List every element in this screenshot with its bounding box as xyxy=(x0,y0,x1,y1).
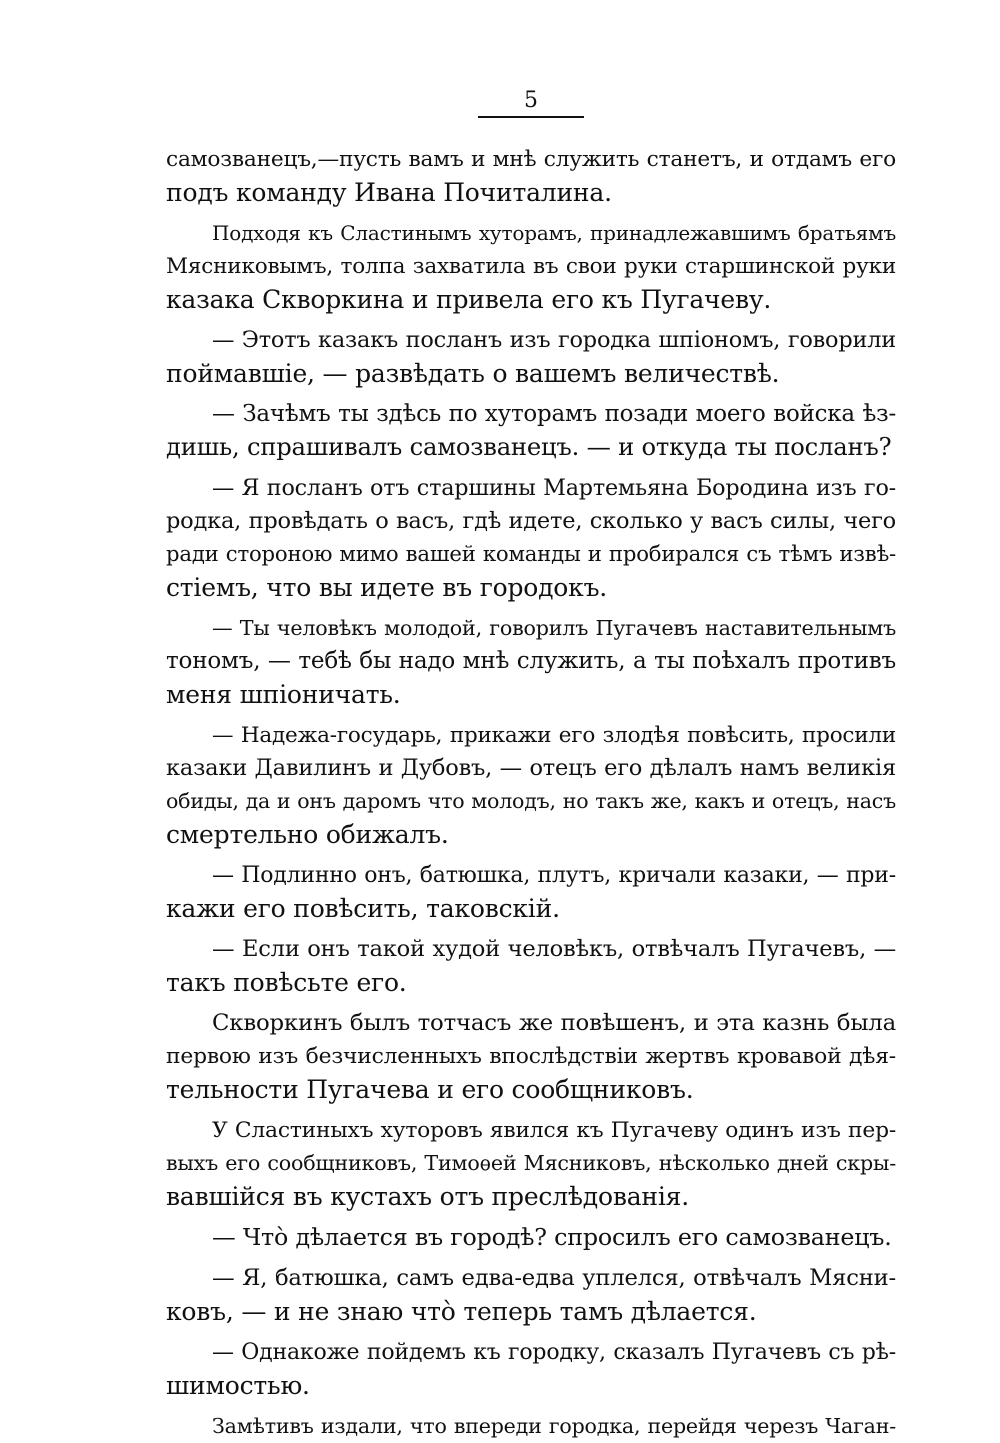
text-line: шимостью. xyxy=(166,1371,310,1400)
paragraph xyxy=(166,1336,896,1402)
paragraph-gap xyxy=(166,711,896,719)
text-line: — Я посланъ отъ старшины Мартемьяна Бородина изъ го- xyxy=(212,475,896,501)
text-line: обиды, да и онъ даромъ что молодъ, но такъ же, какъ и отецъ, насъ xyxy=(166,789,896,813)
text-line: выхъ его сообщниковъ, Тимоѳей Мясниковъ, нѣсколько дней скры- xyxy=(166,1151,896,1175)
paragraph-gap xyxy=(166,604,896,612)
text-line: первою изъ безчисленныхъ впослѣдствіи жертвъ кровавой дѣя- xyxy=(166,1044,896,1069)
paragraph-gap xyxy=(166,464,896,472)
text-line: стіемъ, что вы идете въ городокъ. xyxy=(166,573,608,602)
text-line: тономъ, — тебѣ бы надо мнѣ служить, а ты поѣхалъ противъ xyxy=(166,648,896,674)
paragraph-gap xyxy=(166,999,896,1007)
text-line: ради стороною мимо вашей команды и пробирался съ тѣмъ извѣ- xyxy=(166,542,896,567)
paragraph-gap xyxy=(166,1254,896,1262)
paragraph xyxy=(166,324,896,390)
paragraph-gap xyxy=(166,1106,896,1114)
paragraph-gap xyxy=(166,209,896,217)
paragraph xyxy=(166,933,896,999)
page-number: 5 xyxy=(478,88,584,118)
text-line: Скворкинъ былъ тотчасъ же повѣшенъ, и эта казнь была xyxy=(212,1010,896,1036)
paragraph xyxy=(166,1007,896,1106)
paragraph-gap xyxy=(166,1213,896,1221)
paragraph xyxy=(166,1410,896,1443)
paragraph xyxy=(166,612,896,711)
paragraph xyxy=(166,1221,896,1254)
text-line: ковъ, — и не знаю что̀ теперь тамъ дѣлается. xyxy=(166,1297,757,1326)
text-line: подъ команду Ивана Почиталина. xyxy=(166,178,612,207)
paragraph-gap xyxy=(166,1328,896,1336)
paragraph-gap xyxy=(166,1402,896,1410)
text-line: родка, провѣдать о васъ, гдѣ идете, сколько у васъ силы, чего xyxy=(166,508,896,534)
text-line: вавшійся въ кустахъ отъ преслѣдованія. xyxy=(166,1182,689,1211)
paragraph xyxy=(166,143,896,209)
text-line: — Однакоже пойдемъ къ городку, сказалъ Пугачевъ съ рѣ- xyxy=(212,1340,896,1365)
text-line: — Подлинно онъ, батюшка, плутъ, кричали казаки, — при- xyxy=(212,863,896,888)
paragraph xyxy=(166,1262,896,1328)
paragraph xyxy=(166,398,896,464)
text-line: — Надежа-государь, прикажи его злодѣя повѣсить, просили xyxy=(212,723,896,748)
paragraph xyxy=(166,472,896,604)
text-line: Подходя къ Сластинымъ хуторамъ, принадлежавшимъ братьямъ xyxy=(212,221,896,245)
text-line: кажи его повѣсить, таковскій. xyxy=(166,894,560,923)
text-line: — Если онъ такой худой человѣкъ, отвѣчалъ Пугачевъ, — xyxy=(212,936,896,962)
text-line: казаки Давилинъ и Дубовъ, — отецъ его дѣлалъ намъ великія xyxy=(166,755,896,781)
text-line: — Этотъ казакъ посланъ изъ городка шпіономъ, говорили xyxy=(212,327,896,353)
text-line: смертельно обижалъ. xyxy=(166,820,449,849)
paragraph-gap xyxy=(166,925,896,933)
text-line: казака Скворкина и привела его къ Пугачеву. xyxy=(166,285,772,314)
paragraph-gap xyxy=(166,851,896,859)
text-line: — Зачѣмъ ты здѣсь по хуторамъ позади моего войска ѣз- xyxy=(212,401,896,427)
text-line: самозванецъ,—пусть вамъ и мнѣ служить станетъ, и отдамъ его xyxy=(166,147,896,172)
paragraph xyxy=(166,859,896,925)
text-line: — Ты человѣкъ молодой, говорилъ Пугачевъ наставительнымъ xyxy=(212,616,896,640)
paragraph xyxy=(166,719,896,851)
text-line: дишь, спрашивалъ самозванецъ. — и откуда ты посланъ? xyxy=(166,433,892,461)
text-line: — Я, батюшка, самъ едва-едва уплелся, отвѣчалъ Мясни- xyxy=(212,1265,896,1291)
text-line: тельности Пугачева и его сообщниковъ. xyxy=(166,1075,694,1104)
paragraph xyxy=(166,217,896,316)
text-line: Мясниковымъ, толпа захватила въ свои руки старшинской руки xyxy=(166,254,896,279)
text-line: меня шпіоничать. xyxy=(166,680,401,709)
text-line: — Что̀ дѣлается въ городѣ? спросилъ его самозванецъ. xyxy=(212,1223,892,1251)
text-line: У Сластиныхъ хуторовъ явился къ Пугачеву одинъ изъ пер- xyxy=(212,1118,896,1143)
paragraph-gap xyxy=(166,390,896,398)
body-text xyxy=(166,143,896,1443)
text-line: такъ повѣсьте его. xyxy=(166,968,407,997)
paragraph xyxy=(166,1114,896,1213)
text-line: поймавшіе, — развѣдать о вашемъ величествѣ. xyxy=(166,359,780,388)
paragraph-gap xyxy=(166,316,896,324)
text-line: Замѣтивъ издали, что впереди городка, перейдя черезъ Чаган- xyxy=(212,1414,896,1438)
